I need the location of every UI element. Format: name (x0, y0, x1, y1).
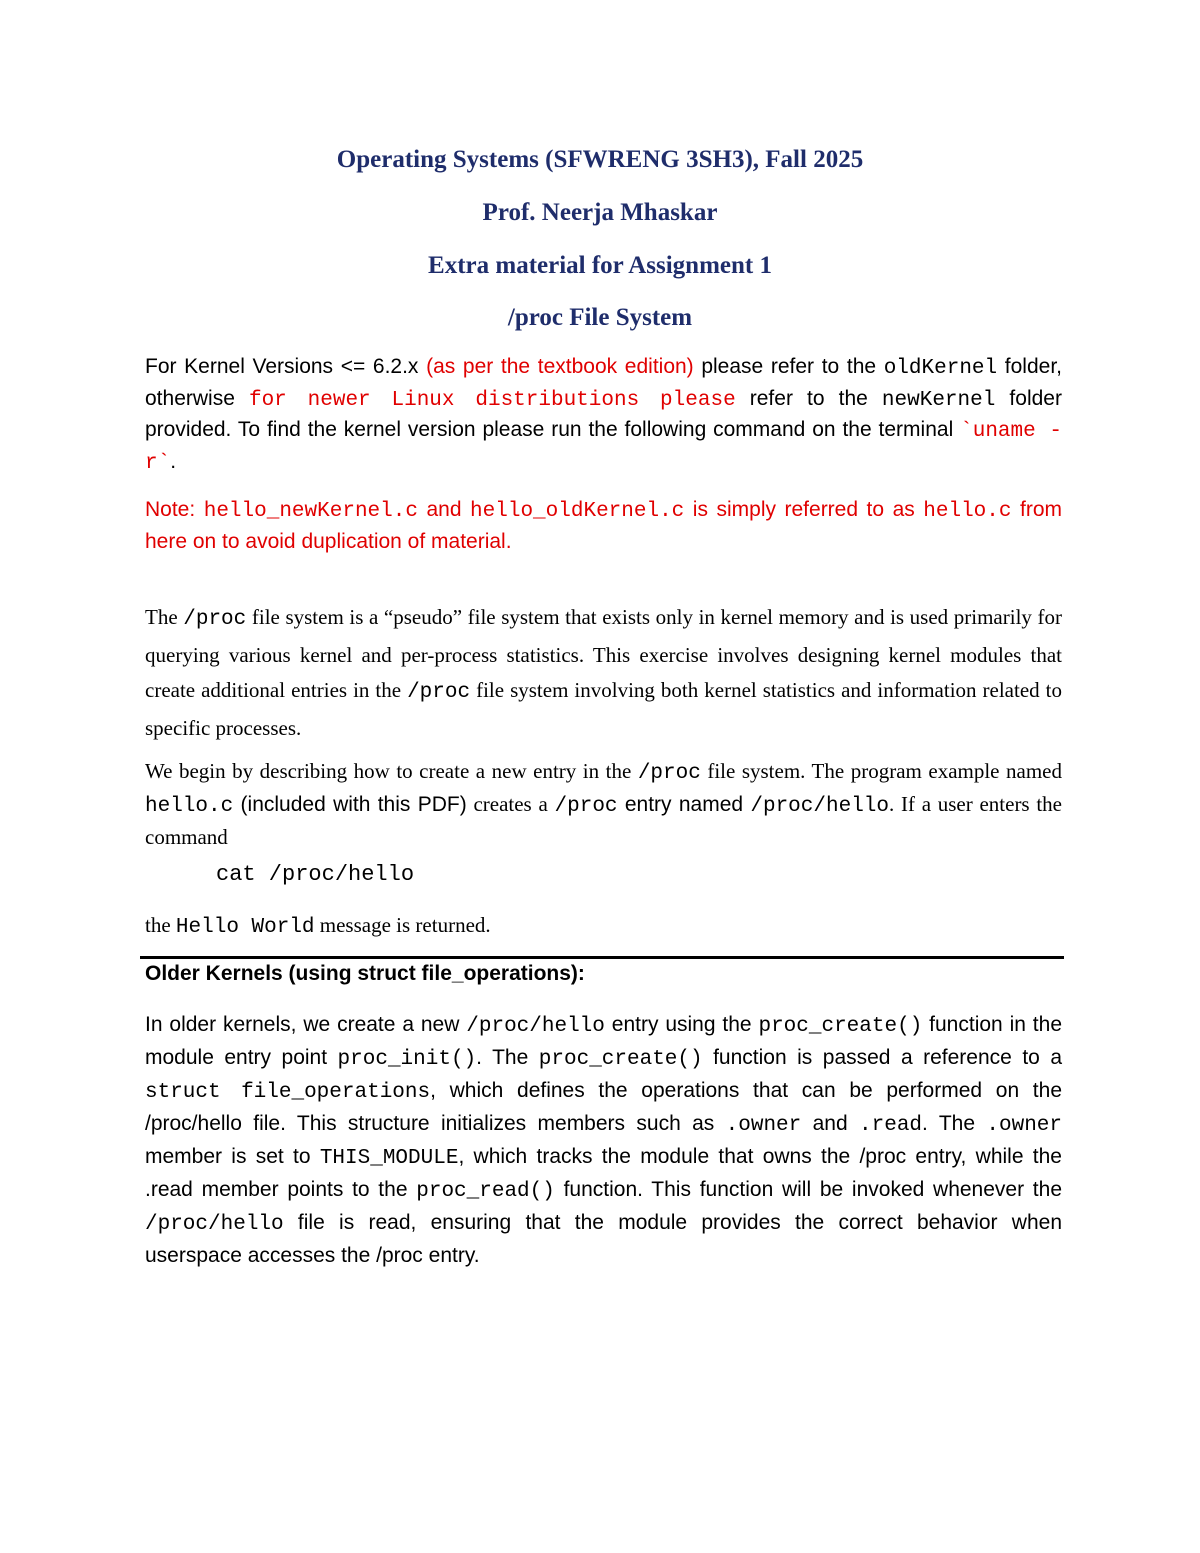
text: . The (922, 1112, 987, 1135)
text: please refer to the (693, 355, 884, 378)
uname-command: `uname -r` (145, 420, 1062, 475)
section-divider (140, 956, 1064, 959)
text: entry using the (604, 1013, 759, 1036)
code-inline: .owner (725, 1114, 802, 1137)
code-inline: struct file_operations (145, 1081, 431, 1104)
text: . The (476, 1046, 539, 1069)
text: folder provided. To find the kernel version please run the following command on the terminal (145, 386, 1062, 441)
text: the (145, 913, 176, 937)
text: file system is a “pseudo” file system that exists only in kernel memory and is used primarily for querying various kernel and per-process statistics. This exercise involves designing kernel modules that create additional entries in the (145, 605, 1062, 702)
code-inline: /proc/hello (750, 795, 889, 818)
result-paragraph (145, 910, 1062, 943)
text: creates a (466, 792, 555, 816)
textbook-edition-note: (as per the textbook edition) (426, 355, 694, 378)
code-inline: proc_init() (337, 1048, 477, 1071)
text: . (170, 449, 177, 473)
code-filename: hello_oldKernel.c (470, 500, 685, 523)
text: folder, otherwise (145, 355, 1062, 410)
text: and (801, 1112, 860, 1135)
text: file system. The program example named (700, 759, 1062, 783)
code-inline: proc_create() (758, 1015, 923, 1038)
code-filename: hello_newKernel.c (203, 500, 418, 523)
text: member is set to (145, 1145, 320, 1168)
text: function in the module entry point (145, 1013, 1063, 1069)
note-label: Note: (145, 498, 204, 521)
topic-title: /proc File System (507, 304, 693, 331)
note-paragraph (145, 495, 1062, 557)
older-kernels-paragraph (145, 1009, 1062, 1271)
text: The (145, 605, 184, 629)
code-inline: proc_create() (538, 1048, 703, 1071)
document-subtitle: Extra material for Assignment 1 (428, 252, 772, 279)
course-title: Operating Systems (SFWRENG 3SH3), Fall 2025 (336, 146, 864, 173)
proc-intro-paragraph (145, 600, 1062, 746)
code-inline: proc_read() (416, 1180, 555, 1203)
text: (included with this PDF) (233, 793, 467, 816)
text: file is read, ensuring that the module provides the correct behavior when userspace accesses the /proc entry. (145, 1211, 1062, 1267)
code-inline: /proc/hello (466, 1015, 605, 1038)
kernel-version-paragraph (145, 352, 1062, 478)
code-inline: /proc/hello (145, 1213, 284, 1236)
text: function is passed a reference to a (702, 1046, 1062, 1069)
text: from here on to avoid duplication of material. (145, 498, 1062, 553)
code-inline: /proc (554, 795, 618, 818)
text: function. This function will be invoked whenever the (554, 1178, 1062, 1201)
text: entry named (617, 793, 751, 816)
create-entry-paragraph (145, 756, 1062, 853)
older-kernels-heading: Older Kernels (using struct file_operations): (145, 962, 585, 985)
text: . If a user enters the command (145, 792, 1062, 849)
code-inline: /proc (407, 681, 471, 704)
code-inline: /proc (183, 608, 247, 631)
cat-command: cat /proc/hello (216, 862, 415, 887)
new-kernel-folder: newKernel (881, 388, 996, 412)
text: , which tracks the module that owns the /proc entry, while the .read member points to the (145, 1145, 1062, 1201)
text: We begin by describing how to create a new entry in the (145, 759, 638, 783)
text: and (417, 498, 471, 521)
code-inline: .owner (986, 1114, 1063, 1137)
code-inline: .read (859, 1114, 923, 1137)
newer-distributions-note: for newer Linux distributions please (248, 388, 736, 412)
text: is simply referred to as (684, 498, 924, 521)
code-inline: Hello World (175, 916, 315, 939)
text: For Kernel Versions <= 6.2.x (145, 355, 427, 378)
code-inline: hello.c (145, 795, 234, 818)
text: message is returned. (314, 913, 491, 937)
text: refer to the (735, 386, 882, 410)
text: file system involving both kernel statistics and information related to specific processes. (145, 678, 1062, 740)
code-inline: /proc (637, 762, 701, 785)
code-inline: THIS_MODULE (319, 1147, 459, 1170)
text: , which defines the operations that can be performed on the /proc/hello file. This structure initializes members such as (145, 1079, 1062, 1135)
old-kernel-folder: oldKernel (883, 357, 998, 380)
professor-name: Prof. Neerja Mhaskar (482, 199, 718, 226)
text: In older kernels, we create a new (145, 1013, 467, 1036)
code-filename: hello.c (923, 500, 1012, 523)
